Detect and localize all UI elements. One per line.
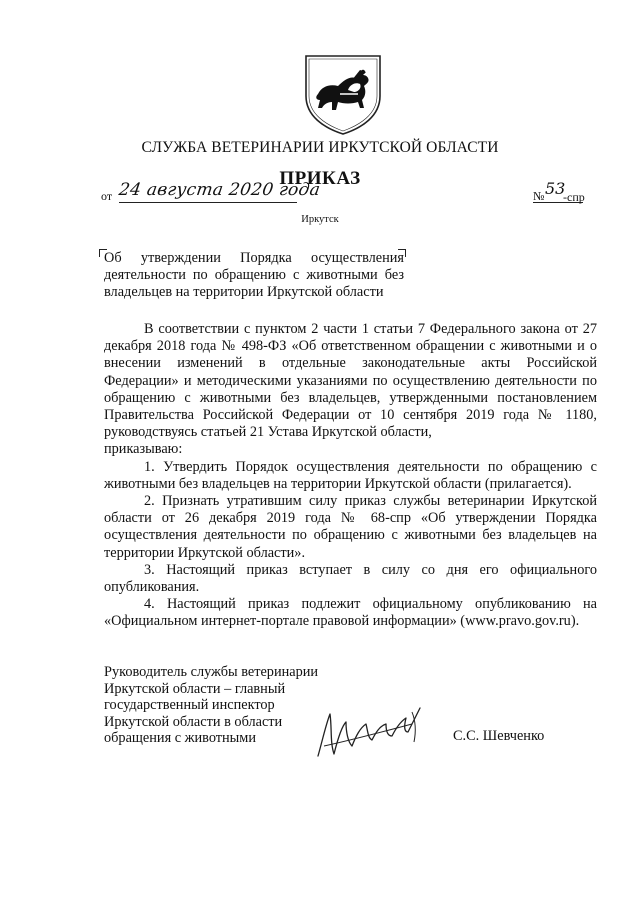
position-line: государственный инспектор — [104, 697, 275, 714]
position-line: Руководитель службы ветеринарии — [104, 664, 319, 680]
order-item: 1. Утвердить Порядок осуществления деятельности по обращению с животными без владельцев на территории Иркутской области (прилагается). — [104, 458, 597, 492]
coat-of-arms-icon — [300, 50, 386, 136]
preamble-paragraph: В соответствии с пунктом 2 части 1 статьи 7 Федерального закона от 27 декабря 2018 года № 498-ФЗ «Об ответственном обращении с животными и о внесении изменений в отдельные законодательные акты Российской Федерации» и методическими указаниями по осуществлению деятельности по обращению с животными без владельцев, утвержденными постановлением Правительства Российской Федерации от 10 сентября 2019 года № 1180, руководствуясь статьей 21 Устава Иркутской области, — [104, 321, 597, 441]
handwritten-signature — [312, 702, 430, 762]
subject-line: Об утверждении Порядка осуществления — [104, 250, 404, 266]
number-prefix: № — [533, 189, 545, 203]
order-word: приказываю: — [104, 441, 183, 458]
city: Иркутск — [301, 214, 339, 225]
document-type-title: ПРИКАЗ — [279, 168, 361, 189]
number-suffix: -спр — [563, 190, 585, 204]
organization-name: СЛУЖБА ВЕТЕРИНАРИИ ИРКУТСКОЙ ОБЛАСТИ — [141, 139, 499, 156]
order-body — [104, 321, 597, 631]
order-date — [101, 180, 322, 204]
position-line: Иркутской области в области — [104, 713, 283, 730]
order-item: 4. Настоящий приказ подлежит официальному опубликованию на «Официальном интернет-портале правовой информации» (www.pravo.gov.ru). — [104, 596, 597, 630]
number-handwritten: 53 — [545, 179, 566, 198]
date-prefix: от — [101, 189, 113, 203]
signer-position — [104, 664, 344, 747]
position-line: Иркутской области – главный — [104, 680, 286, 697]
subject-line: деятельности по обращению с животными без — [104, 267, 404, 283]
order-item: 3. Настоящий приказ вступает в силу со дня его официального опубликования. — [104, 561, 597, 596]
date-underline — [119, 202, 297, 203]
order-item: 2. Признать утратившим силу приказ службы ветеринарии Иркутской области от 26 декабря 2019 года № 68-спр «Об утверждении Порядка осуществления деятельности по обращению с животными без владельцев на территории Иркутской области». — [104, 493, 597, 561]
order-number — [533, 179, 585, 204]
order-subject — [104, 250, 404, 301]
signer-name: С.С. Шевченко — [453, 728, 545, 744]
position-line: обращения с животными — [104, 730, 256, 747]
date-handwritten: 24 августа 2020 года — [117, 180, 322, 200]
subject-line: владельцев на территории Иркутской области — [104, 284, 384, 300]
